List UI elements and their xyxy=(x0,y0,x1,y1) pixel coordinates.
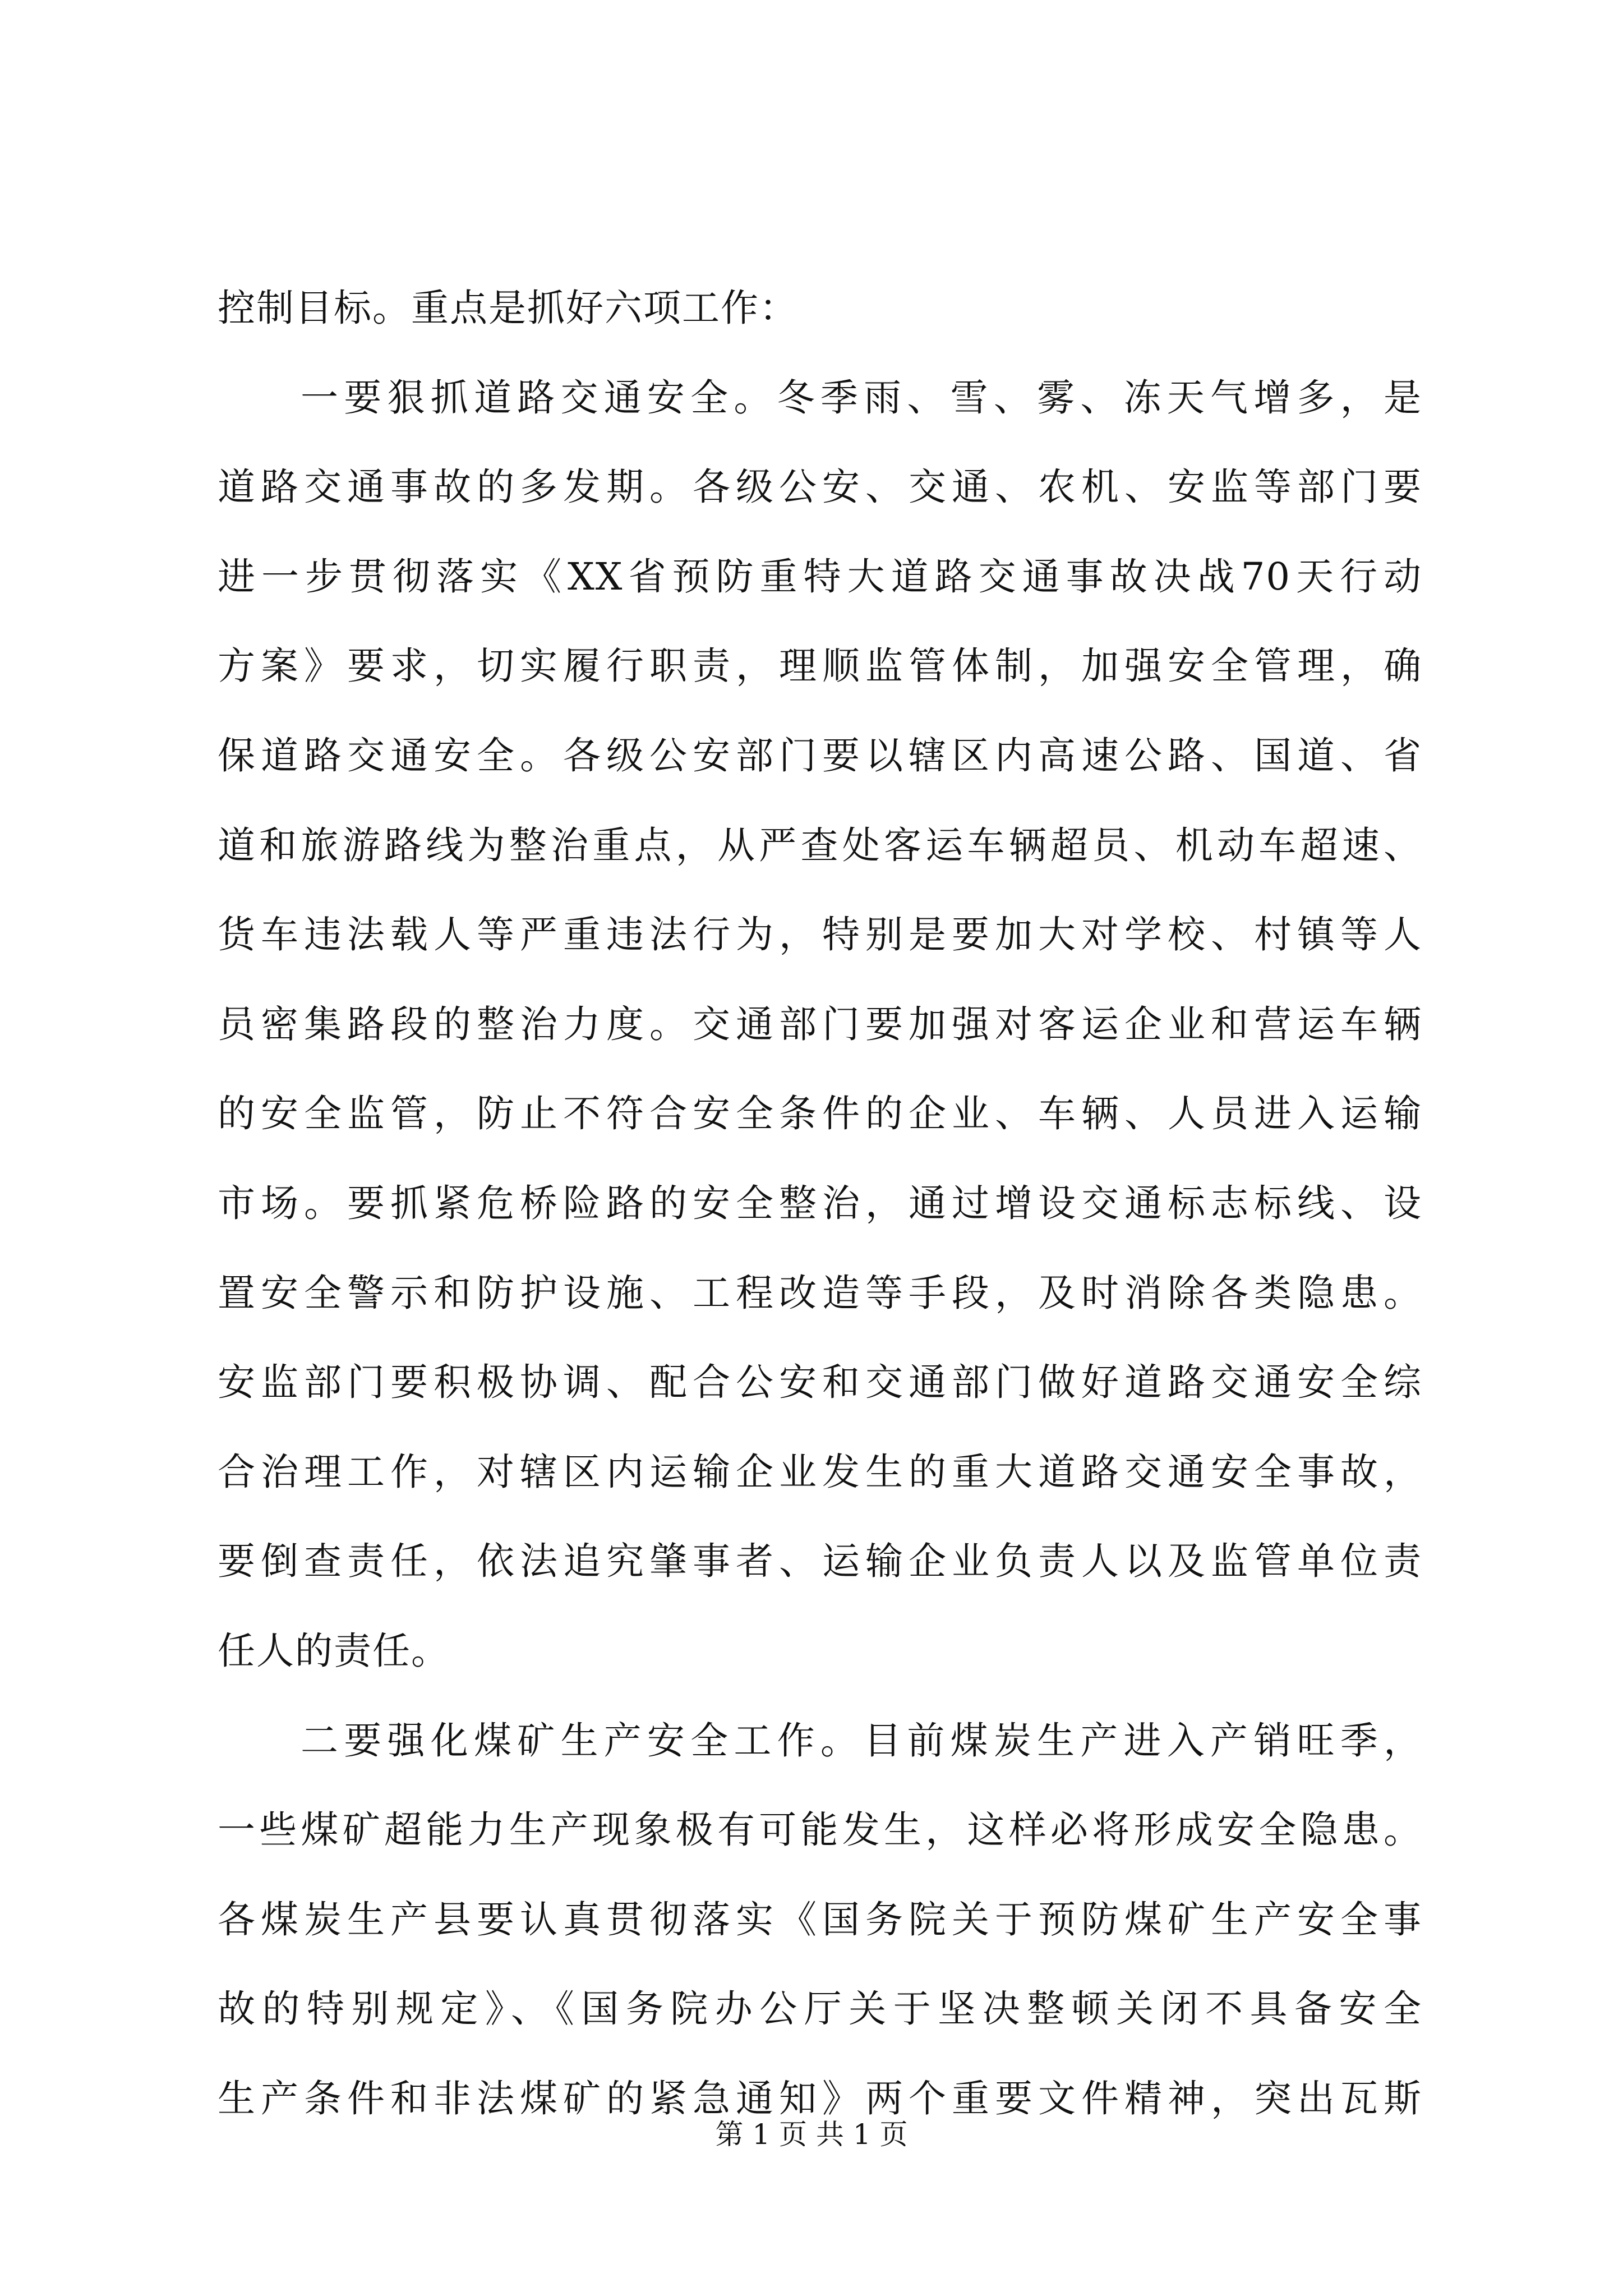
text-line: 置安全警示和防护设施、工程改造等手段，及时消除各类隐患。 xyxy=(218,1271,1422,1315)
text-line: 控制目标。重点是抓好六项工作： xyxy=(218,286,798,330)
text-line: 货车违法载人等严重违法行为，特别是要加大对学校、村镇等人 xyxy=(218,913,1422,957)
text-line: 方案》要求，切实履行职责，理顺监管体制，加强安全管理，确 xyxy=(218,644,1422,688)
body-text xyxy=(218,264,1422,2143)
text-line: 道路交通事故的多发期。各级公安、交通、农机、安监等部门要 xyxy=(218,465,1422,509)
text-line: 道和旅游路线为整治重点，从严查处客运车辆超员、机动车超速、 xyxy=(218,823,1422,867)
text-line: 生产条件和非法煤矿的紧急通知》两个重要文件精神，突出瓦斯 xyxy=(218,2076,1422,2120)
text-line: 安监部门要积极协调、配合公安和交通部门做好道路交通安全综 xyxy=(218,1360,1422,1405)
text-line: 合治理工作，对辖区内运输企业发生的重大道路交通安全事故， xyxy=(218,1450,1422,1494)
text-line: 各煤炭生产县要认真贯彻落实《国务院关于预防煤矿生产安全事 xyxy=(218,1897,1422,1941)
page-number-label: 第 1 页 共 1 页 xyxy=(715,2118,908,2151)
text-line: 员密集路段的整治力度。交通部门要加强对客运企业和营运车辆 xyxy=(218,1002,1422,1046)
text-line: 进一步贯彻落实《XX省预防重特大道路交通事故决战70天行动 xyxy=(218,554,1422,599)
text-line: 要倒查责任，依法追究肇事者、运输企业负责人以及监管单位责 xyxy=(218,1539,1422,1584)
text-line: 任人的责任。 xyxy=(218,1628,450,1673)
text-line: 一要狠抓道路交通安全。冬季雨、雪、雾、冻天气增多，是 xyxy=(301,375,1422,420)
text-line: 故的特别规定》、《国务院办公厅关于坚决整顿关闭不具备安全 xyxy=(218,1987,1422,2031)
text-line: 市场。要抓紧危桥险路的安全整治，通过增设交通标志标线、设 xyxy=(218,1181,1422,1225)
text-line: 一些煤矿超能力生产现象极有可能发生，这样必将形成安全隐患。 xyxy=(218,1808,1422,1852)
text-line: 保道路交通安全。各级公安部门要以辖区内高速公路、国道、省 xyxy=(218,733,1422,777)
page-footer xyxy=(0,2118,1623,2151)
text-line: 二要强化煤矿生产安全工作。目前煤炭生产进入产销旺季， xyxy=(301,1718,1422,1763)
text-line: 的安全监管，防止不符合安全条件的企业、车辆、人员进入运输 xyxy=(218,1092,1422,1136)
